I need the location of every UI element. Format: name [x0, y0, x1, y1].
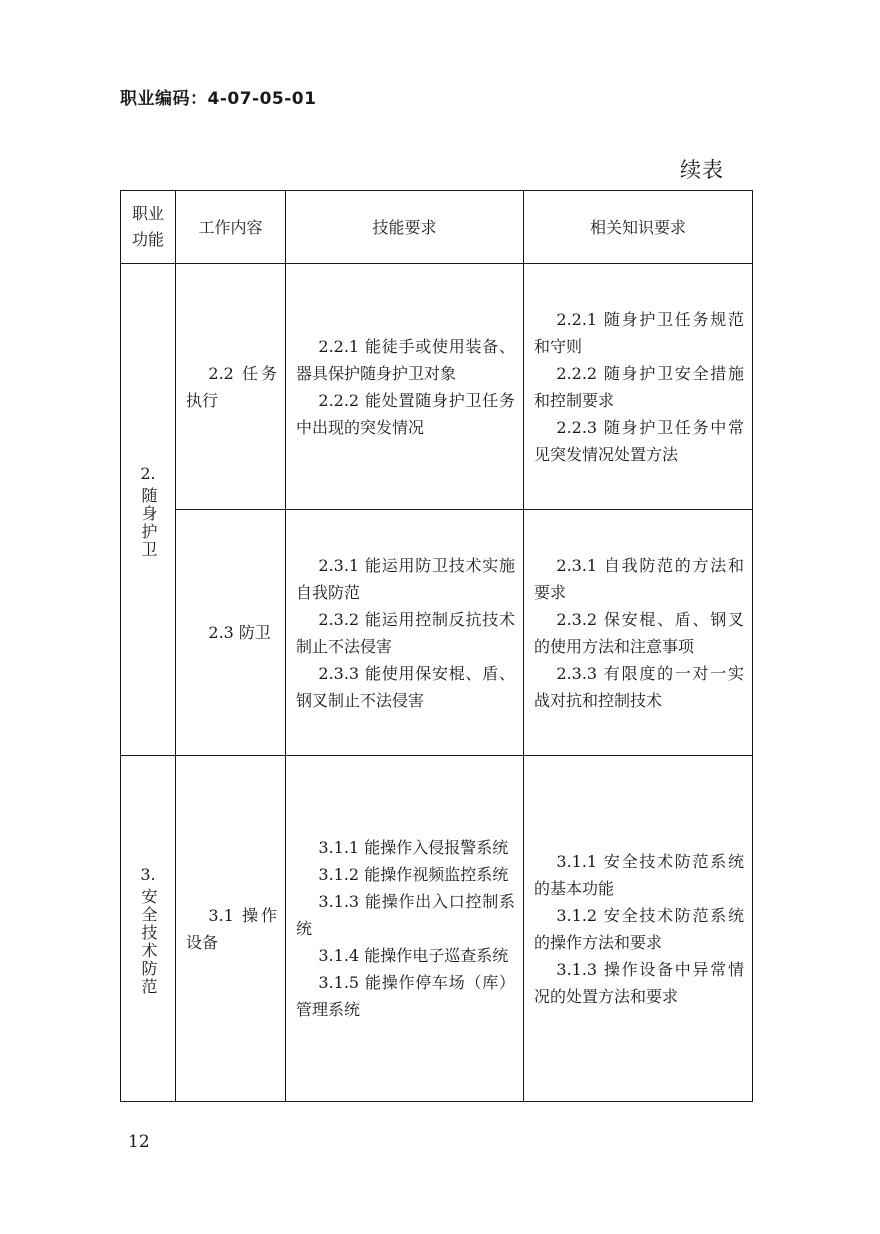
skills-cell	[286, 264, 524, 510]
knowledge-item: 2.3.2 保安棍、盾、钢叉的使用方法和注意事项	[534, 609, 744, 656]
skill-item: 3.1.1 能操作入侵报警系统	[318, 838, 509, 857]
knowledge-cell	[524, 510, 753, 756]
function-number: 2.	[140, 464, 156, 483]
header-function	[121, 191, 176, 264]
knowledge-item: 2.2.1 随身护卫任务规范和守则	[534, 309, 744, 356]
header-skill-requirements: 技能要求	[286, 191, 524, 264]
work-content-cell	[176, 510, 286, 756]
table-row	[121, 264, 753, 510]
occupation-code: 职业编码：4-07-05-01	[120, 89, 317, 109]
header-work-content: 工作内容	[176, 191, 286, 264]
continued-label: 续表	[680, 158, 724, 182]
function-cell	[121, 264, 176, 756]
table-row	[121, 756, 753, 1102]
work-content-cell	[176, 756, 286, 1102]
knowledge-item: 3.1.2 安全技术防范系统的操作方法和要求	[534, 905, 744, 952]
skill-item: 2.2.1 能徒手或使用装备、器具保护随身护卫对象	[296, 336, 515, 383]
header-knowledge-requirements: 相关知识要求	[524, 191, 753, 264]
skills-table	[120, 190, 753, 1102]
skill-item: 2.3.2 能运用控制反抗技术制止不法侵害	[296, 609, 515, 656]
skill-item: 3.1.5 能操作停车场（库）管理系统	[296, 973, 515, 1019]
table-header-row	[121, 191, 753, 264]
skills-cell	[286, 756, 524, 1102]
skill-item: 3.1.2 能操作视频监控系统	[318, 865, 509, 884]
function-cell	[121, 756, 176, 1102]
skill-item: 3.1.4 能操作电子巡查系统	[318, 946, 509, 965]
work-content: 3.1 操作设备	[186, 905, 277, 952]
work-content: 2.3 防卫	[208, 623, 271, 642]
function-name: 安全技术防范	[139, 888, 158, 996]
skills-cell	[286, 510, 524, 756]
knowledge-item: 3.1.1 安全技术防范系统的基本功能	[534, 851, 744, 898]
knowledge-item: 2.2.2 随身护卫安全措施和控制要求	[534, 363, 744, 410]
skill-item: 2.3.3 能使用保安棍、盾、钢叉制止不法侵害	[296, 663, 515, 710]
function-number: 3.	[140, 865, 156, 884]
skill-item: 2.2.2 能处置随身护卫任务中出现的突发情况	[296, 390, 515, 437]
work-content: 2.2 任务执行	[186, 363, 277, 410]
knowledge-cell	[524, 756, 753, 1102]
knowledge-item: 3.1.3 操作设备中异常情况的处置方法和要求	[534, 959, 744, 1006]
skill-item: 3.1.3 能操作出入口控制系统	[296, 892, 515, 938]
work-content-cell	[176, 264, 286, 510]
table-row	[121, 510, 753, 756]
function-name: 随身护卫	[139, 487, 158, 559]
knowledge-item: 2.2.3 随身护卫任务中常见突发情况处置方法	[534, 417, 744, 464]
page-number: 12	[128, 1132, 150, 1152]
knowledge-item: 2.3.3 有限度的一对一实战对抗和控制技术	[534, 663, 744, 710]
header-function-label: 职业功能	[131, 204, 164, 249]
knowledge-cell	[524, 264, 753, 510]
knowledge-item: 2.3.1 自我防范的方法和要求	[534, 555, 744, 602]
skill-item: 2.3.1 能运用防卫技术实施自我防范	[296, 555, 515, 602]
